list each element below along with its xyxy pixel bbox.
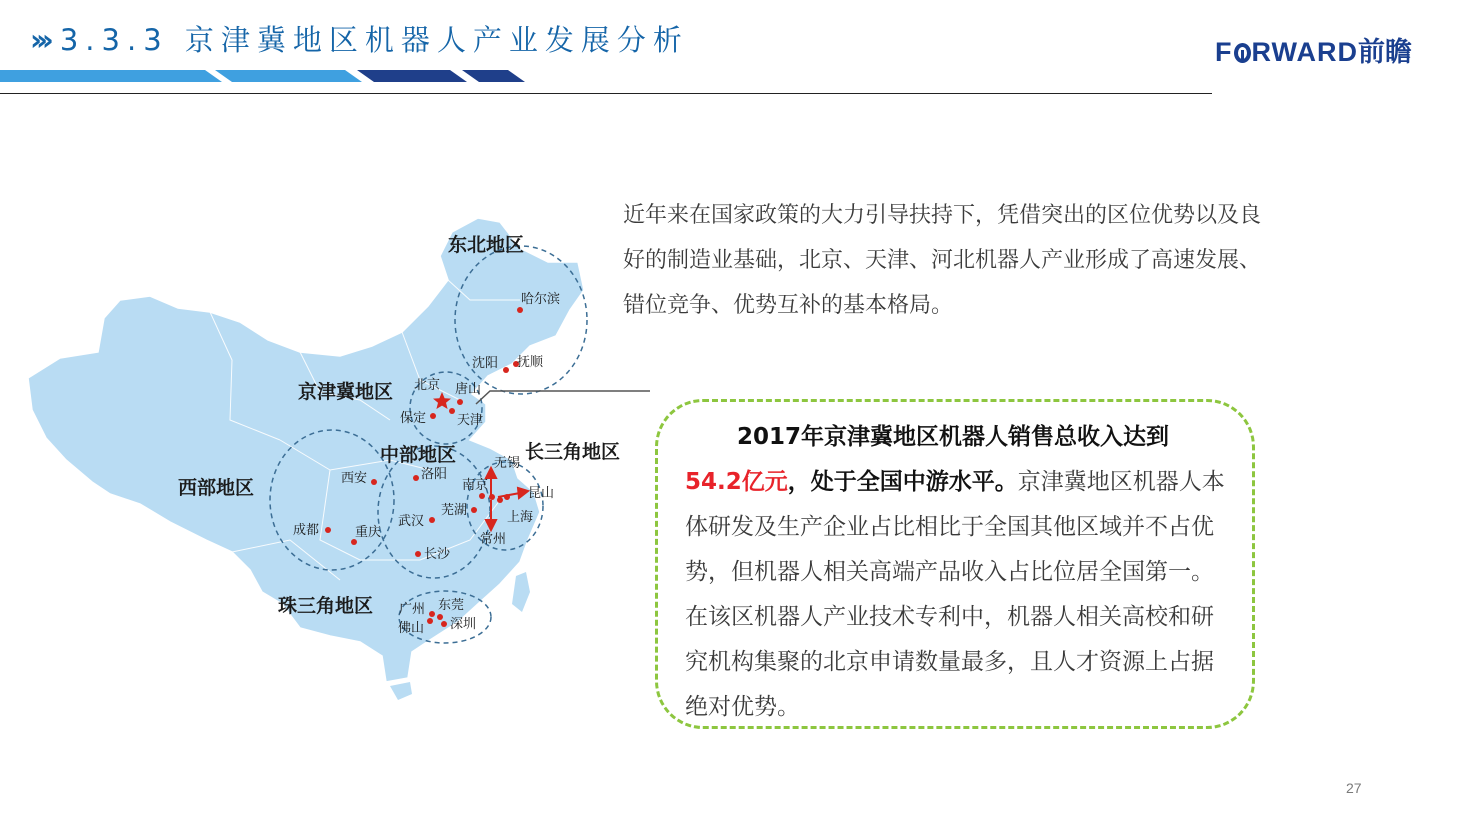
intro-paragraph: 近年来在国家政策的大力引导扶持下，凭借突出的区位优势以及良好的制造业基础，北京、天津、河北机器人产业形成了高速发展、错位竞争、优势互补的基本格局。 (623, 203, 1262, 318)
city-dot-nanjing (479, 493, 485, 499)
chevrons-icon: ››› (30, 23, 48, 57)
city-label-wuhu: 芜湖 (441, 503, 468, 518)
callout-connector (476, 391, 650, 404)
city-label-wuxi: 无锡 (494, 456, 521, 471)
stripe-1 (0, 70, 222, 82)
city-dot-wuhan (429, 517, 435, 523)
city-label-chongqing: 重庆 (355, 525, 382, 540)
region-label-west: 西部地区 (178, 477, 255, 499)
logo-text-rward: RWARD (1251, 37, 1359, 67)
city-label-changsha: 长沙 (424, 547, 451, 562)
city-label-beijing: 北京 (414, 378, 441, 393)
logo-o-icon (1234, 43, 1251, 63)
region-label-central: 中部地区 (380, 444, 457, 466)
region-label-prd: 珠三角地区 (278, 595, 374, 617)
callout-text (685, 415, 1230, 730)
stripe-4 (462, 70, 525, 82)
city-dot-xian (371, 479, 377, 485)
callout-lead: 2017年京津冀地区机器人销售总收入达到 (737, 424, 1170, 450)
stripe-2 (215, 70, 362, 82)
city-dot-changzhou (497, 497, 503, 503)
city-label-shanghai: 上海 (507, 510, 534, 525)
city-dot-guangzhou (429, 611, 435, 617)
city-dot-baoding (430, 413, 436, 419)
stripe-3 (357, 70, 467, 82)
city-label-foshan: 佛山 (398, 621, 425, 636)
city-dot-foshan (427, 618, 433, 624)
city-dot-tangshan (457, 399, 463, 405)
region-label-jingjinji: 京津冀地区 (298, 381, 394, 403)
forward-logo (1215, 30, 1412, 69)
city-dot-tianjin (449, 408, 455, 414)
city-label-dongguan: 东莞 (438, 598, 465, 613)
city-dot-wuhu (471, 507, 477, 513)
region-label-yangtze: 长三角地区 (525, 441, 621, 463)
city-label-tangshan: 唐山 (455, 382, 482, 397)
city-dot-shenzhen (441, 621, 447, 627)
callout-body: 京津冀地区机器人本体研发及生产企业占比相比于全国其他区域并不占优势，但机器人相关高端产品收入占比位居全国第一。在该区机器人产业技术专利中，机器人相关高校和研究机构集聚的北京申请数量最多，且人才资源上占据绝对优势。 (685, 469, 1225, 720)
callout-bold-phrase: ，处于全国中游水平。 (787, 469, 1018, 495)
city-label-harbin: 哈尔滨 (521, 292, 561, 307)
china-map (0, 180, 650, 700)
city-label-guangzhou: 广州 (399, 602, 426, 617)
city-label-tianjin: 天津 (457, 413, 484, 428)
city-dot-dongguan (437, 614, 443, 620)
page-number: 27 (1346, 780, 1362, 796)
region-label-northeast: 东北地区 (448, 234, 525, 256)
city-label-fushun: 抚顺 (517, 355, 544, 370)
city-label-shenyang: 沈阳 (472, 356, 499, 371)
city-dot-shenyang (503, 367, 509, 373)
section-title-text: 3.3.3 京津冀地区机器人产业发展分析 (59, 23, 689, 57)
revenue-highlight: 54.2亿元 (685, 469, 788, 495)
city-dot-chengdu (325, 527, 331, 533)
city-dot-luoyang (413, 475, 419, 481)
city-dot-harbin (517, 307, 523, 313)
city-label-xian: 西安 (341, 471, 368, 486)
header-stripes (0, 70, 540, 82)
city-label-chengdu: 成都 (293, 523, 320, 538)
city-label-nanjing: 南京 (462, 478, 489, 493)
logo-text-cn: 前瞻 (1358, 37, 1413, 68)
callout-paragraph (685, 460, 1230, 730)
taiwan-island (512, 572, 530, 612)
city-label-changzhou: 常州 (480, 532, 507, 547)
hainan-island (390, 682, 412, 700)
city-dot-changsha (415, 551, 421, 557)
city-label-kunshan: 昆山 (528, 486, 555, 501)
header-divider (0, 93, 1212, 94)
city-label-shenzhen: 深圳 (450, 617, 477, 632)
city-label-baoding: 保定 (400, 411, 427, 426)
logo-text-f: F (1215, 37, 1233, 67)
city-label-luoyang: 洛阳 (421, 467, 448, 482)
city-label-wuhan: 武汉 (398, 514, 425, 529)
section-title (30, 18, 689, 59)
